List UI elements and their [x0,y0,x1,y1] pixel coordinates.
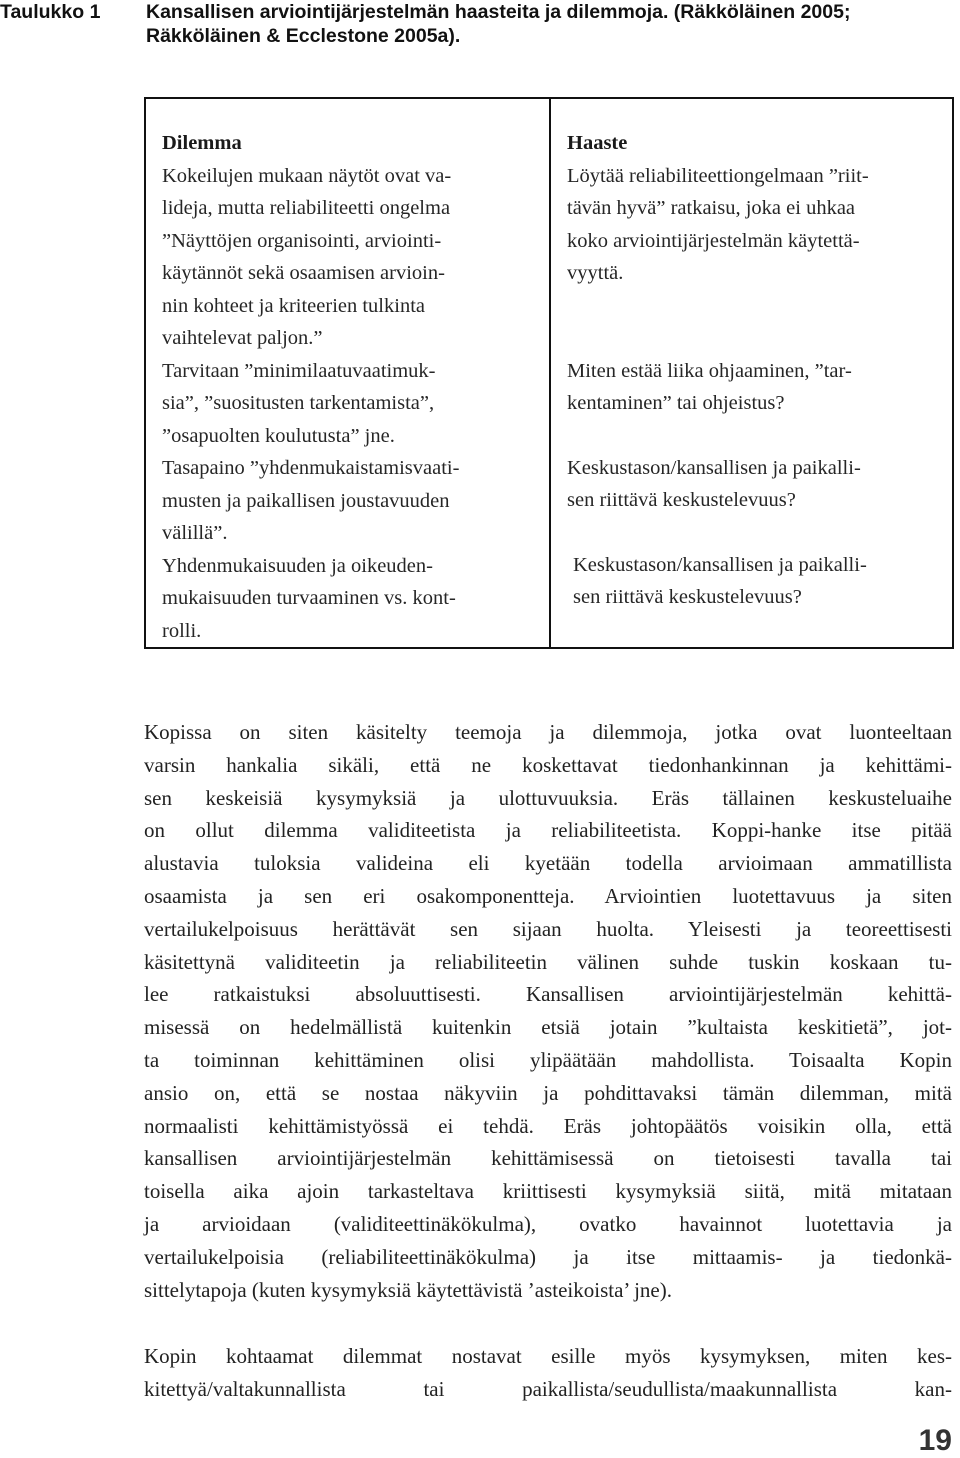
text-line: kitettyä/valtakunnallista tai paikallista/seudullista/maakunnallista kan- [144,1376,952,1401]
dilemma-line: rolli. [162,619,202,642]
dilemma-line: vaihtelevat paljon.” [162,327,323,349]
text-line: normaalisti kehittämistyössä ei tehdä. Eräs johtopäätös voisikin olla, että [144,1113,952,1138]
dilemma-line: sia”, ”suositusten tarkentamista”, [162,392,435,414]
text-line: ta toiminnan kehittäminen olisi ylipäätään mahdollista. Toisaalta Kopin [144,1047,952,1072]
text-line: alustavia tuloksia valideina eli kyetään todella arvioimaan ammatillista [144,851,952,876]
challenge-block-1 [567,160,938,355]
caption-text [146,0,946,48]
challenge-line: kentaminen” tai ohjeistus? [567,392,785,414]
challenge-block-3 [567,452,938,549]
challenge-line: Keskustason/kansallisen ja paikalli- [567,456,861,479]
paragraph-2 [144,1340,952,1406]
text-line: sittelytapoja (kuten kysymyksiä käytettävistä ’asteikoista’ jne). [144,1277,672,1302]
paragraph-1 [144,716,952,1306]
text-line: käsitettynä validiteetin ja reliabiliteetin välinen suhde tuskin koskaan tu- [144,949,952,974]
dilemma-header: Dilemma [162,132,242,154]
caption-line: Kansallisen arviointijärjestelmän haasteita ja dilemmoja. (Räkköläinen 2005; [146,1,851,23]
dilemma-line: Tasapaino ”yhdenmukaistamisvaati- [162,457,460,479]
text-line: Kopin kohtaamat dilemmat nostavat esille myös kysymyksen, miten kes- [144,1344,952,1368]
text-line: on ollut dilemma validiteetista ja reliabiliteetista. Koppi-hanke itse pitää [144,818,952,843]
text-line: vertailukelpoisuus herättävät sen sijaan huolta. Yleisesti ja teoreettisesti [144,916,952,941]
text-line: sen keskeisiä kysymyksiä ja ulottuvuuksia. Eräs tällainen keskusteluaihe [144,785,952,810]
dilemma-line: Tarvitaan ”minimilaatuvaatimuk- [162,359,436,382]
dilemma-line: mukaisuuden turvaaminen vs. kont- [162,587,456,609]
text-line: Kopissa on siten käsitelty teemoja ja dilemmoja, jotka ovat luonteeltaan [144,720,952,744]
dilemma-line: nin kohteet ja kriteerien tulkinta [162,294,425,317]
dilemma-line: välillä”. [162,522,228,544]
text-line: varsin hankalia sikäli, että ne koskettavat tiedonhankinnan ja kehittämi- [144,752,952,777]
dilemma-line: musten ja paikallisen joustavuuden [162,489,450,512]
challenge-line: Miten estää liika ohjaaminen, ”tar- [567,359,852,382]
dilemma-line: lideja, mutta reliabiliteetti ongelma [162,197,451,219]
text-line: osaamista ja sen eri osakomponentteja. Arviointien luotettavuus ja siten [144,883,952,908]
challenge-column [550,98,953,648]
challenge-line: tävän hyvä” ratkaisu, joka ei uhkaa [567,197,856,219]
dilemma-table [144,97,954,649]
text-line: misessä on hedelmällistä kuitenkin etsiä jotain ”kultaista keskitietä”, jot- [144,1015,952,1040]
challenge-line: sen riittävä keskustelevuus? [573,586,802,608]
text-line: vertailukelpoisia (reliabiliteettinäkökulma) ja itse mittaamis- ja tiedonkä- [144,1244,952,1269]
text-line: ja arvioidaan (validiteettinäkökulma), ovatko havainnot luotettavia ja [144,1211,952,1236]
caption-number: Taulukko 1 [0,1,101,23]
challenge-header: Haaste [567,132,628,154]
dilemma-line: Kokeilujen mukaan näytöt ovat va- [162,164,452,187]
challenge-line: sen riittävä keskustelevuus? [567,489,796,511]
text-line: toisella aika ajoin tarkasteltava kriittisesti kysymyksiä siitä, mitä mitataan [144,1179,952,1204]
dilemma-line: Yhdenmukaisuuden ja oikeuden- [162,554,433,577]
challenge-line: Löytää reliabiliteettiongelmaan ”riit- [567,164,869,187]
caption-line: Räkköläinen & Ecclestone 2005a). [146,25,461,47]
text-line: kansallisen arviointijärjestelmän kehittämisessä on tietoisesti tavalla tai [144,1146,952,1171]
challenge-block-4 [567,549,938,614]
page-number: 19 [918,1424,952,1457]
dilemma-line: ”osapuolten koulutusta” jne. [162,424,395,447]
challenge-line: koko arviointijärjestelmän käytettä- [567,229,860,252]
dilemma-line: käytännöt sekä osaamisen arvioin- [162,262,445,284]
text-line: lee ratkaistuksi absoluuttisesti. Kansallisen arviointijärjestelmän kehittä- [144,982,952,1007]
challenge-block-2 [567,355,938,452]
dilemma-column [145,98,550,648]
dilemma-line: ”Näyttöjen organisointi, arviointi- [162,229,442,252]
challenge-line: Keskustason/kansallisen ja paikalli- [573,553,867,576]
text-line: ansio on, että se nostaa näkyviin ja pohdittavaksi tämän dilemman, mitä [144,1080,952,1105]
challenge-line: vyyttä. [567,262,624,284]
